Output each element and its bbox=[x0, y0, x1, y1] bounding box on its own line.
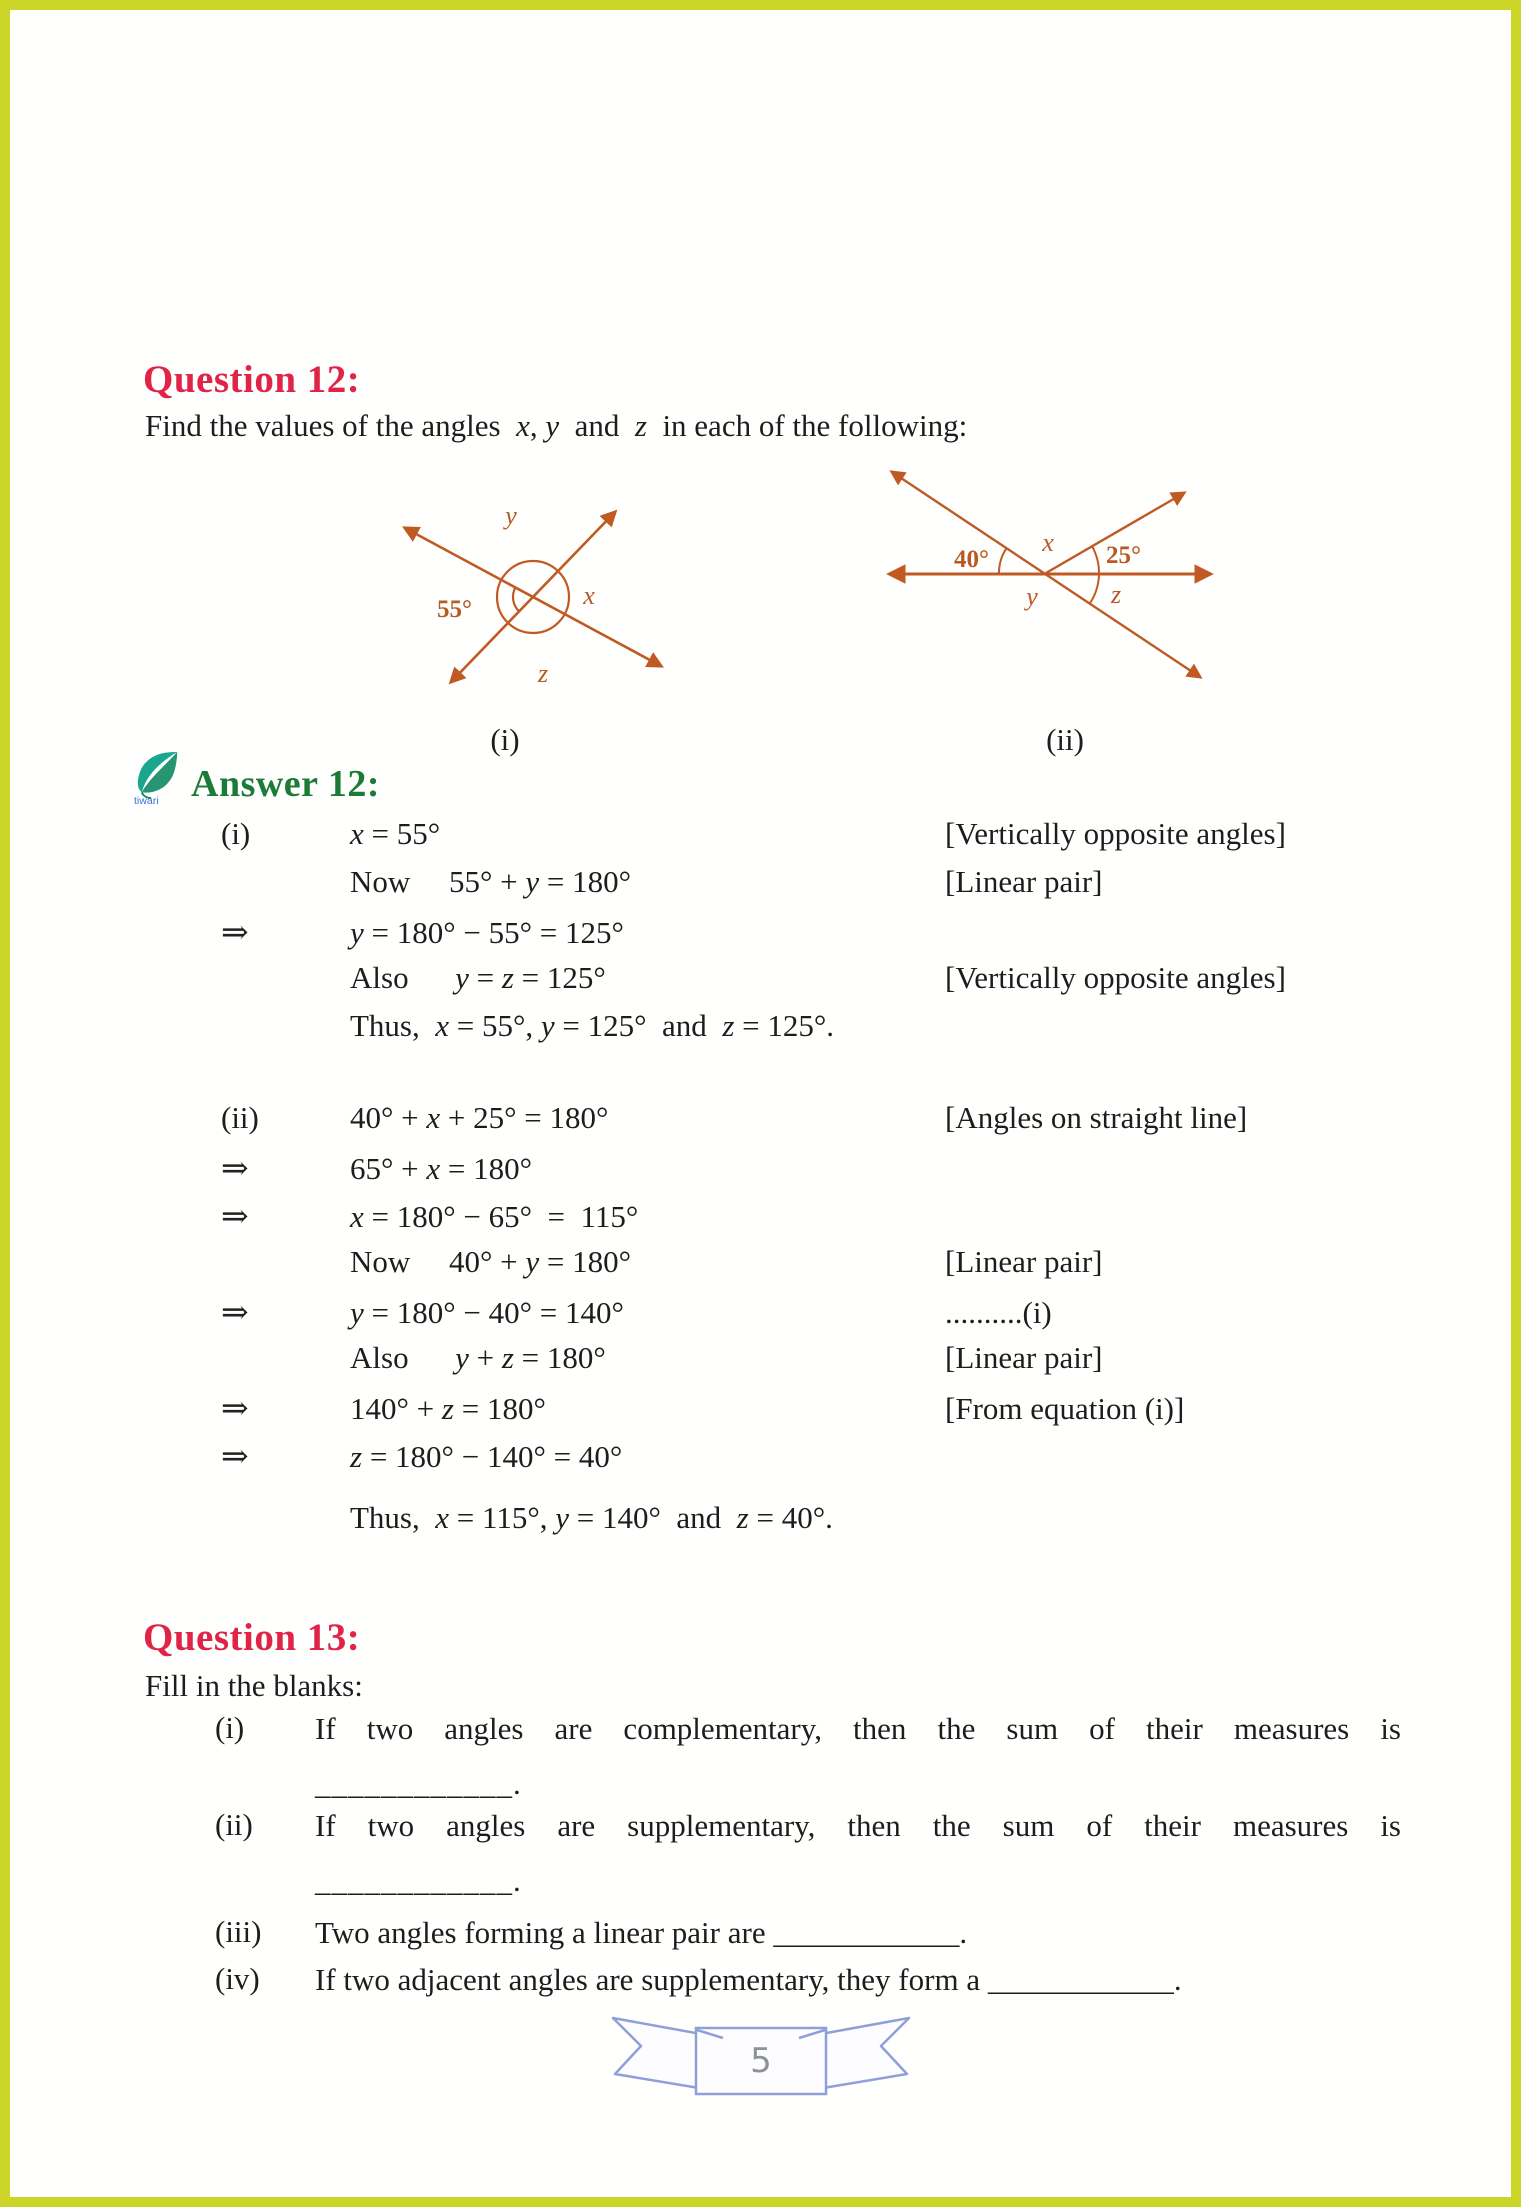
answer-12-work bbox=[143, 816, 1401, 1548]
row-note: ..........(i) bbox=[945, 1295, 1052, 1330]
svg-text:x: x bbox=[1042, 528, 1054, 557]
math-row bbox=[143, 816, 1401, 864]
row-note: [Linear pair] bbox=[945, 864, 1103, 899]
svg-text:y: y bbox=[505, 501, 517, 530]
row-expression: x = 55° bbox=[350, 816, 441, 851]
row-marker: ⇒ bbox=[221, 1199, 248, 1235]
row-expression: 140° + z = 180° bbox=[350, 1391, 546, 1426]
fill-item-blank bbox=[143, 1862, 1401, 1900]
item-number: (iv) bbox=[215, 1961, 260, 1996]
item-number: (ii) bbox=[215, 1807, 253, 1842]
math-row bbox=[143, 1436, 1401, 1484]
math-row bbox=[143, 1148, 1401, 1196]
row-expression: y = 180° − 40° = 140° bbox=[350, 1295, 624, 1330]
fill-item bbox=[143, 1914, 1401, 1952]
math-row bbox=[143, 912, 1401, 960]
row-expression: Also y + z = 180° bbox=[350, 1340, 606, 1375]
row-marker: (i) bbox=[221, 816, 251, 851]
item-text: If two adjacent angles are supplementary, they form a ____________. bbox=[315, 1962, 1182, 1997]
row-expression: Also y = z = 125° bbox=[350, 960, 606, 995]
svg-text:x: x bbox=[583, 581, 595, 610]
row-note: [Linear pair] bbox=[945, 1244, 1103, 1279]
math-row bbox=[143, 1008, 1401, 1056]
page-number: 5 bbox=[749, 2041, 772, 2081]
fill-in-the-blanks-list bbox=[143, 1710, 1401, 1999]
svg-text:y: y bbox=[1026, 582, 1038, 611]
row-expression: Thus, x = 55°, y = 125° and z = 125°. bbox=[350, 1008, 835, 1043]
tiwari-academy-logo-icon bbox=[133, 748, 183, 806]
row-marker: ⇒ bbox=[221, 1391, 248, 1427]
svg-text:z: z bbox=[537, 659, 549, 688]
fill-item-blank bbox=[143, 1765, 1401, 1803]
math-row bbox=[143, 1196, 1401, 1244]
row-expression: 65° + x = 180° bbox=[350, 1151, 533, 1186]
figure-i bbox=[393, 492, 673, 732]
math-row bbox=[143, 1388, 1401, 1436]
page-number-ribbon bbox=[601, 1998, 921, 2105]
row-expression: Thus, x = 115°, y = 140° and z = 40°. bbox=[350, 1500, 833, 1535]
angle-diagram-ii-icon bbox=[876, 455, 1226, 700]
row-marker: ⇒ bbox=[221, 1439, 248, 1475]
fill-item bbox=[143, 1710, 1401, 1748]
question-12-heading: Question 12: bbox=[143, 358, 361, 401]
math-row bbox=[143, 1500, 1401, 1548]
svg-text:z: z bbox=[1110, 580, 1122, 609]
row-note: [Vertically opposite angles] bbox=[945, 816, 1286, 851]
row-expression: Now 40° + y = 180° bbox=[350, 1244, 632, 1279]
figure-ii bbox=[876, 455, 1226, 705]
item-text: Two angles forming a linear pair are ____________. bbox=[315, 1915, 968, 1950]
fill-item bbox=[143, 1807, 1401, 1845]
svg-text:55°: 55° bbox=[437, 596, 472, 623]
row-expression: 40° + x + 25° = 180° bbox=[350, 1100, 609, 1135]
ribbon-banner-icon bbox=[601, 1998, 921, 2100]
math-row bbox=[143, 1340, 1401, 1388]
row-marker: ⇒ bbox=[221, 1151, 248, 1187]
figure-caption-ii: (ii) bbox=[1046, 722, 1084, 757]
row-note: [From equation (i)] bbox=[945, 1391, 1185, 1426]
math-row bbox=[143, 1292, 1401, 1340]
figures-row bbox=[143, 450, 1401, 780]
answer-12-heading bbox=[133, 748, 380, 806]
row-note: [Linear pair] bbox=[945, 1340, 1103, 1375]
row-marker: (ii) bbox=[221, 1100, 259, 1135]
svg-text:25°: 25° bbox=[1106, 542, 1141, 569]
question-13-heading: Question 13: bbox=[143, 1616, 361, 1659]
row-expression: z = 180° − 140° = 40° bbox=[350, 1439, 623, 1474]
item-number: (i) bbox=[215, 1710, 245, 1745]
answer-12-label: Answer 12: bbox=[191, 763, 381, 805]
svg-text:40°: 40° bbox=[954, 546, 989, 573]
question-13-intro: Fill in the blanks: bbox=[145, 1668, 363, 1703]
row-note: [Vertically opposite angles] bbox=[945, 960, 1286, 995]
item-text: If two angles are complementary, then the sum of their measures is bbox=[315, 1711, 1401, 1746]
row-note: [Angles on straight line] bbox=[945, 1100, 1248, 1135]
blank-answer-line: ____________. bbox=[315, 1863, 522, 1898]
fill-item bbox=[143, 1961, 1401, 1999]
question-12-prompt: Find the values of the angles x, y and z in each of the following: bbox=[145, 408, 968, 443]
math-row bbox=[143, 1244, 1401, 1292]
figure-caption-i: (i) bbox=[490, 722, 520, 757]
item-text: If two angles are supplementary, then the sum of their measures is bbox=[315, 1808, 1401, 1843]
math-row bbox=[143, 864, 1401, 912]
math-row bbox=[143, 960, 1401, 1008]
row-marker: ⇒ bbox=[221, 915, 248, 951]
svg-text:tiwari: tiwari bbox=[133, 794, 159, 806]
row-expression: y = 180° − 55° = 125° bbox=[350, 915, 624, 950]
math-row bbox=[143, 1100, 1401, 1148]
row-expression: Now 55° + y = 180° bbox=[350, 864, 632, 899]
row-marker: ⇒ bbox=[221, 1295, 248, 1331]
item-number: (iii) bbox=[215, 1914, 262, 1949]
angle-diagram-i-icon bbox=[393, 492, 673, 727]
blank-answer-line: ____________. bbox=[315, 1766, 522, 1801]
row-expression: x = 180° − 65° = 115° bbox=[350, 1199, 639, 1234]
